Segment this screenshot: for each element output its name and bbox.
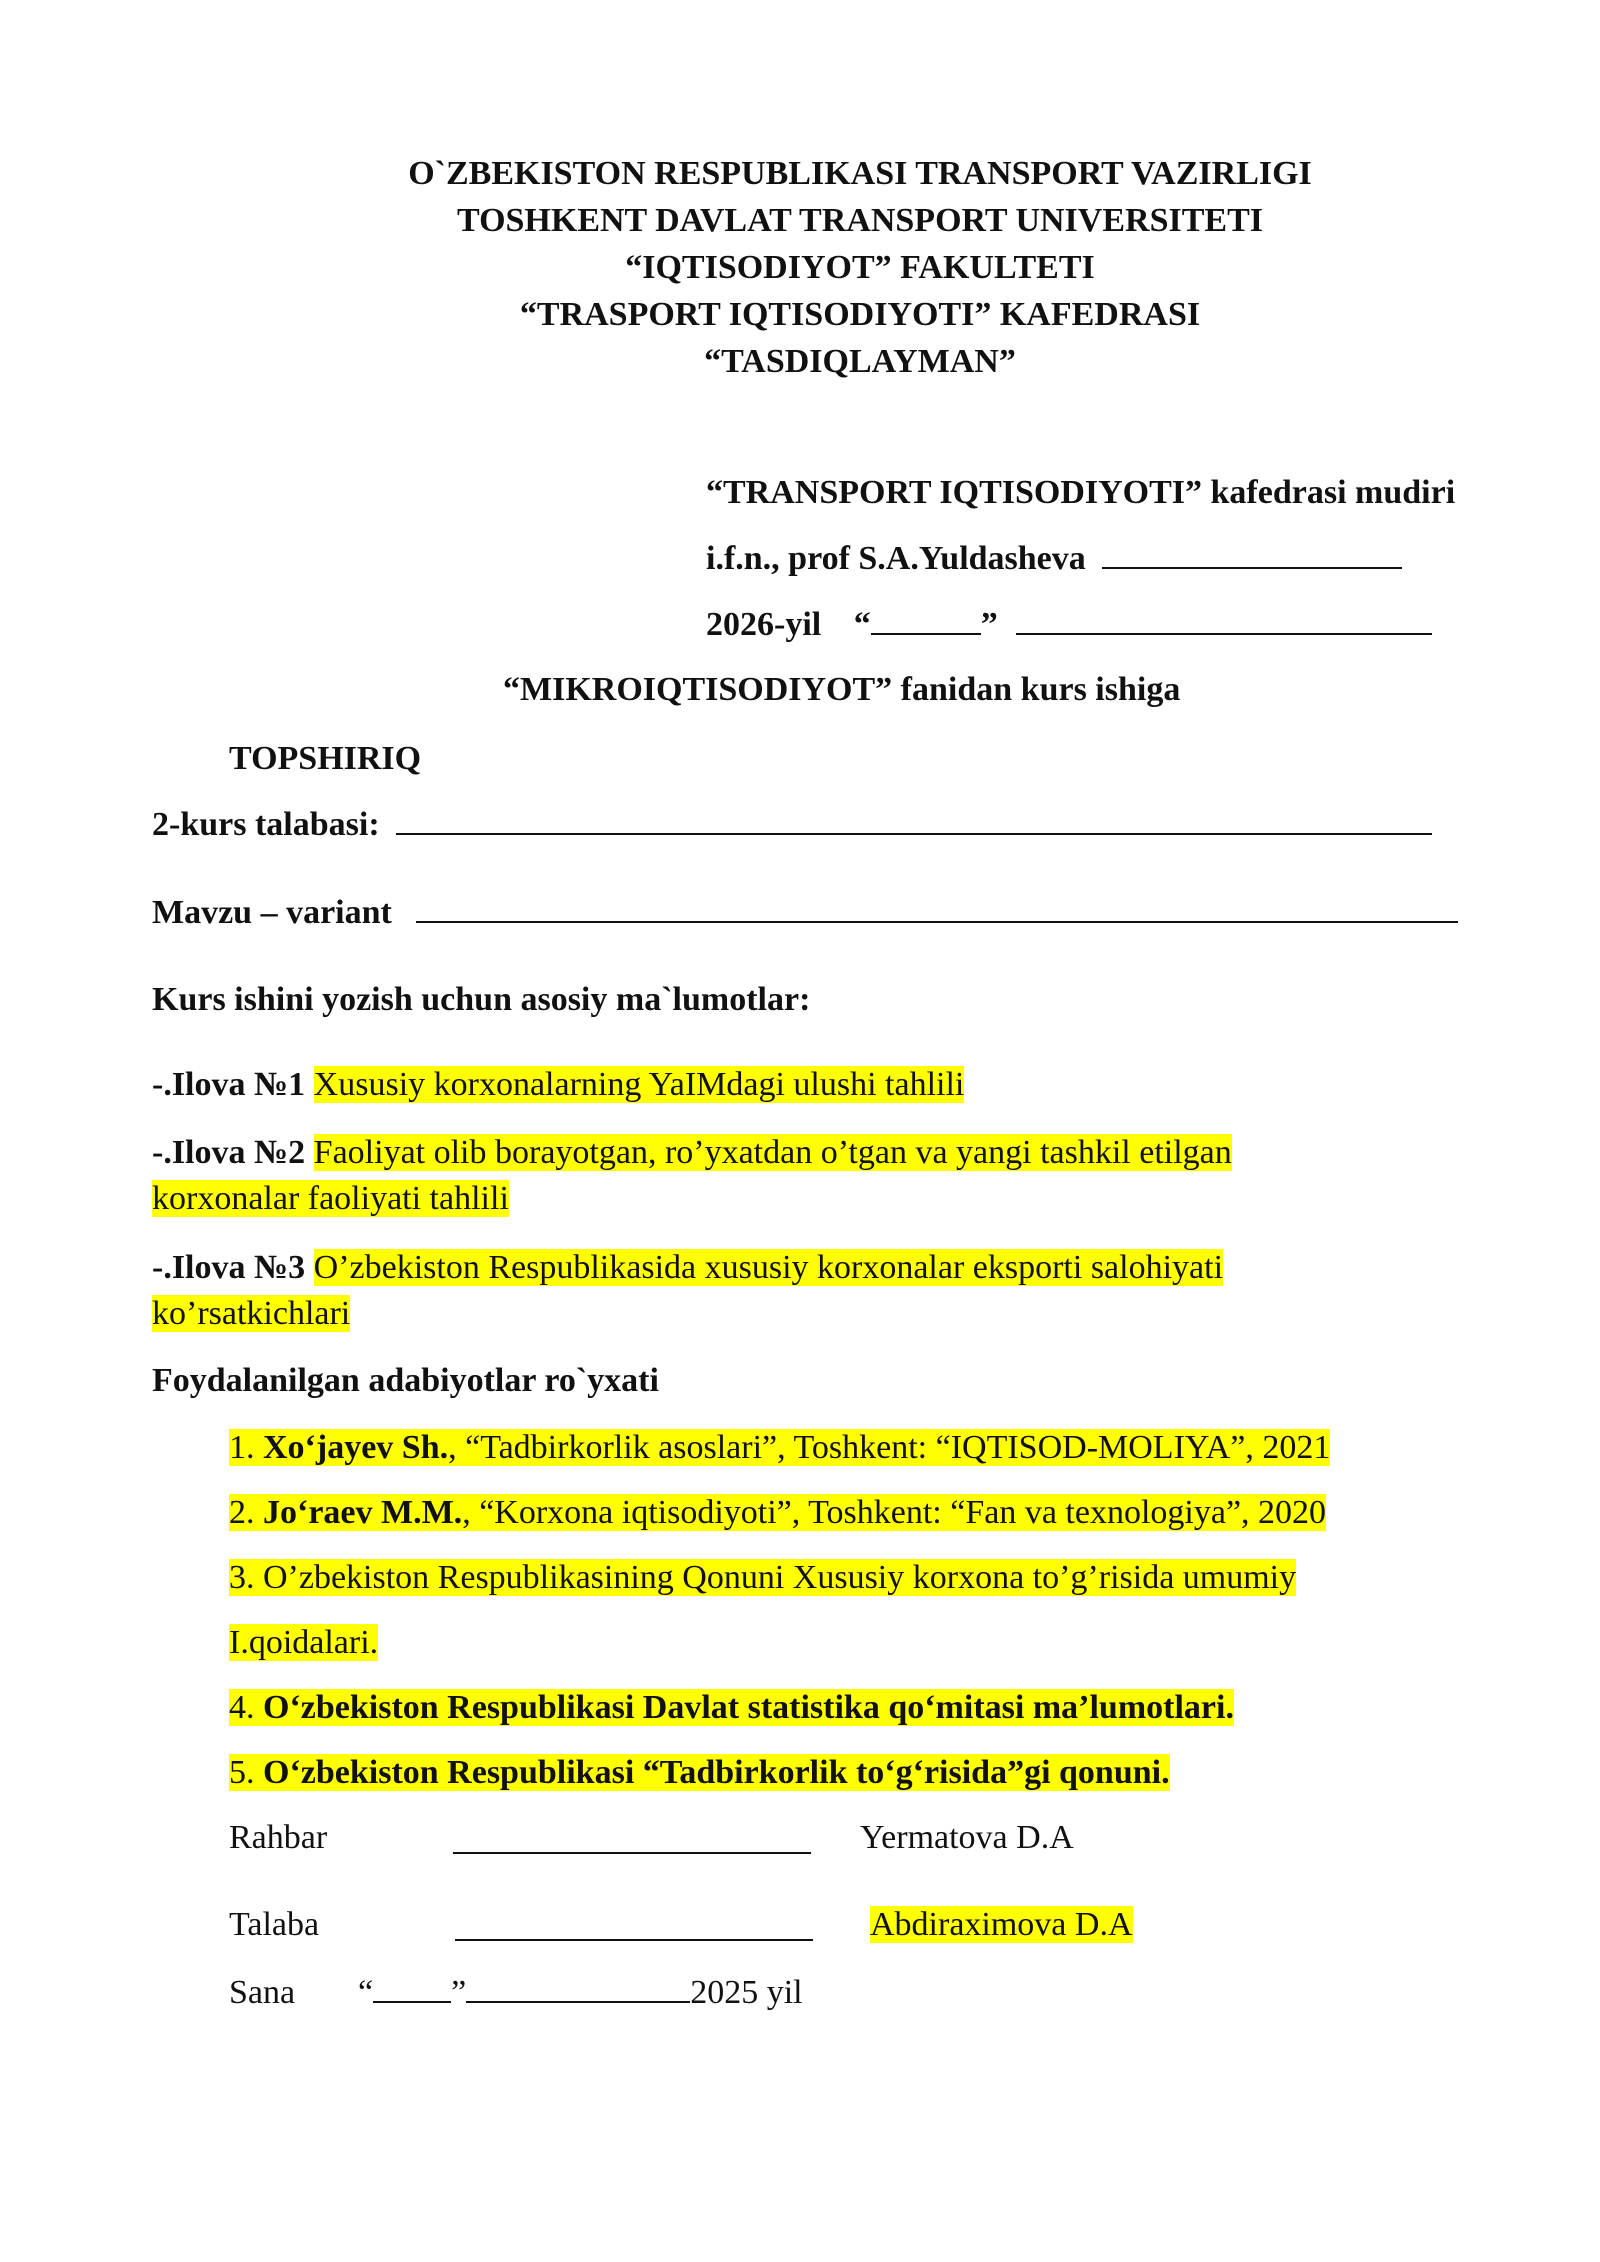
approval-year: 2026-yil [706, 606, 822, 643]
reference-1 [229, 1425, 1330, 1471]
reference-1-author: Xo‘jayev Sh. [263, 1429, 449, 1466]
appendix-2-continuation [152, 1176, 509, 1222]
approval-person [706, 536, 1402, 582]
approval-head-title: “TRANSPORT IQTISODIYOTI” kafedrasi mudiri [706, 474, 1456, 511]
approval-heading: “TASDIQLAYMAN” [704, 343, 1016, 380]
main-data-label: Kurs ishini yozish uchun asosiy ma`lumotlar: [152, 981, 811, 1018]
reference-2-number: 2. [229, 1494, 255, 1531]
reference-2-details: , “Korxona iqtisodiyoti”, Toshkent: “Fan va texnologiya”, 2020 [462, 1494, 1327, 1531]
appendix-3-continuation [152, 1291, 350, 1337]
topic-label: Mavzu – variant [152, 894, 392, 931]
student-signature-line [455, 1909, 813, 1941]
appendix-3-text: O’zbekiston Respublikasida xususiy korxonalar eksporti salohiyati [313, 1249, 1224, 1286]
university-name: TOSHKENT DAVLAT TRANSPORT UNIVERSITETI [457, 202, 1263, 239]
ministry-name: O`ZBEKISTON RESPUBLIKASI TRANSPORT VAZIRLIGI [408, 155, 1312, 192]
appendix-1-label: -.Ilova №1 [152, 1066, 306, 1103]
supervisor-signature-line [453, 1822, 811, 1854]
student-name-line [396, 803, 1432, 835]
reference-5-text: O‘zbekiston Respublikasi “Tadbirkorlik to‘g‘risida”gi qonuni. [263, 1754, 1170, 1791]
faculty-name: “IQTISODIYOT” FAKULTETI [625, 249, 1095, 286]
reference-3-continuation [229, 1620, 378, 1666]
appendix-2-text: Faoliyat olib borayotgan, ro’yxatdan o’tgan va yangi tashkil etilgan [313, 1134, 1232, 1171]
student-name-text: Abdiraximova D.A [870, 1906, 1133, 1943]
appendix-1 [152, 1062, 964, 1108]
reference-1-details: , “Tadbirkorlik asoslari”, Toshkent: “IQTISOD-MOLIYA”, 2021 [448, 1429, 1331, 1466]
approval-signature-line [1102, 537, 1402, 569]
approval-close-quote: ” [980, 606, 998, 643]
references-title: Foydalanilgan adabiyotlar ro`yxati [152, 1362, 659, 1399]
date-row [358, 1970, 803, 2016]
appendix-2 [152, 1130, 1488, 1176]
approval-open-quote: “ [853, 606, 871, 643]
appendix-2-text-2: korxonalar faoliyati tahlili [152, 1180, 509, 1217]
student-sign-label: Talaba [229, 1906, 320, 1943]
task-title: TOPSHIRIQ [229, 740, 422, 777]
date-close-quote: ” [451, 1974, 467, 2011]
reference-2 [229, 1490, 1326, 1536]
reference-5 [229, 1750, 1170, 1796]
date-day-line [373, 1971, 451, 2003]
document-header [0, 150, 1600, 385]
appendix-3-label: -.Ilova №3 [152, 1249, 306, 1286]
reference-3 [229, 1555, 1488, 1601]
reference-3-text-2: I.qoidalari. [229, 1624, 379, 1661]
approval-person-name: i.f.n., prof S.A.Yuldasheva [706, 540, 1086, 577]
reference-1-number: 1. [229, 1429, 255, 1466]
student-row [152, 802, 1432, 848]
appendix-1-text: Xususiy korxonalarning YaIMdagi ulushi tahlili [313, 1066, 965, 1103]
reference-4-number: 4. [229, 1689, 255, 1726]
date-label: Sana [229, 1974, 296, 2011]
topic-row [152, 890, 1458, 936]
reference-3-text: O’zbekiston Respublikasining Qonuni Xususiy korxona to’g’risida umumiy [263, 1559, 1297, 1596]
supervisor-name: Yermatova D.A [860, 1819, 1074, 1856]
appendix-3-text-2: ko’rsatkichlari [152, 1295, 351, 1332]
date-month-line [466, 1971, 690, 2003]
reference-5-number: 5. [229, 1754, 255, 1791]
reference-4-text: O‘zbekiston Respublikasi Davlat statistika qo‘mitasi ma’lumotlari. [263, 1689, 1234, 1726]
approval-month-line [1016, 603, 1432, 635]
date-year: 2025 yil [690, 1974, 803, 2011]
student-name [870, 1902, 1133, 1948]
topic-line [416, 891, 1458, 923]
department-name: “TRASPORT IQTISODIYOTI” KAFEDRASI [519, 296, 1201, 333]
student-label: 2-kurs talabasi: [152, 806, 380, 843]
appendix-3 [152, 1245, 1488, 1291]
reference-4 [229, 1685, 1234, 1731]
supervisor-label: Rahbar [229, 1819, 328, 1856]
approval-date [706, 602, 1432, 648]
approval-day-line [871, 603, 981, 635]
reference-3-number: 3. [229, 1559, 255, 1596]
subject-line: “MIKROIQTISODIYOT” fanidan kurs ishiga [503, 671, 1181, 708]
date-open-quote: “ [358, 1974, 374, 2011]
reference-2-author: Jo‘raev M.M. [263, 1494, 463, 1531]
appendix-2-label: -.Ilova №2 [152, 1134, 306, 1171]
